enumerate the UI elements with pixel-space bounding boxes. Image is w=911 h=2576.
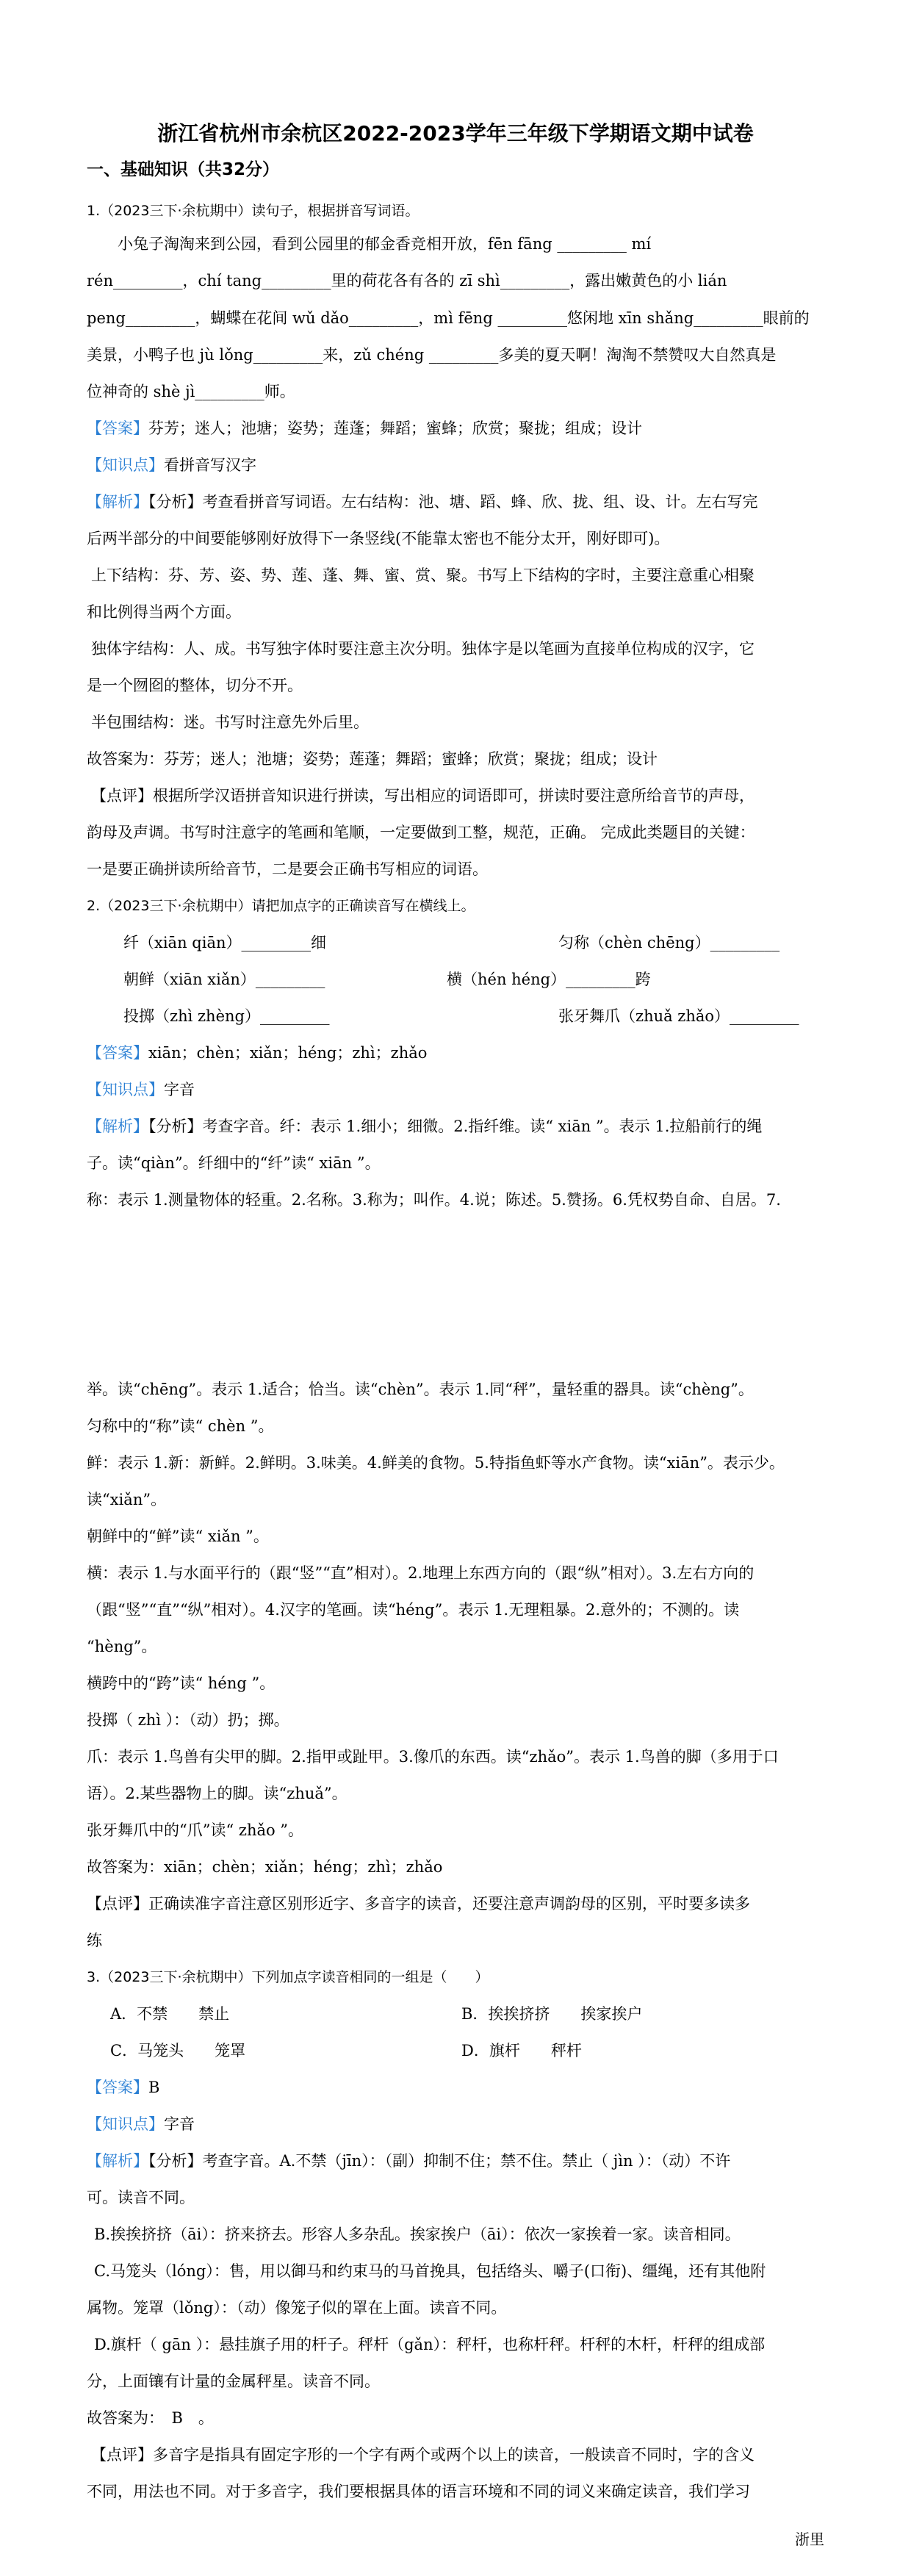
q1-passage-line: rén_________，chí tang_________里的荷花各有各的 zī shì_________，露出嫩黄色的小 lián	[87, 272, 727, 289]
q1-analysis-line: 和比例得当两个方面。	[87, 603, 241, 621]
analysis-tag: 【解析】	[87, 1118, 148, 1135]
q3-analysis-line: 可。读音不同。	[87, 2189, 195, 2206]
q2-analysis-line	[87, 1108, 823, 1145]
q1-stem: 1.（2023三下·余杭期中）读句子，根据拼音写词语。	[87, 203, 420, 219]
q3-option-d: D．旗杆 秤杆	[461, 2042, 582, 2059]
answer-text: B	[148, 2079, 160, 2096]
q2-analysis-line: 横：表示 1.与水面平行的（跟“竖”“直”相对）。2.地理上东西方向的（跟“纵”相对）。3.左右方向的	[87, 1564, 755, 1582]
q1-analysis-line: 半包围结构：迷。书写时注意先外后里。	[91, 713, 369, 731]
q1-analysis-line: 是一个囫囵的整体，切分不开。	[87, 677, 303, 694]
q3-stem: 3.（2023三下·余杭期中）下列加点字读音相同的一组是（ ）	[87, 1969, 489, 1985]
exam-title: 浙江省杭州市余杭区2022-2023学年三年级下学期语文期中试卷	[157, 121, 754, 145]
q2-final-answer: 故答案为：xiān；chèn；xiǎn；héng；zhì；zhǎo	[87, 1858, 443, 1876]
q3-knowledge-point	[87, 2106, 823, 2143]
q2-item: 匀称（chèn chēng）_________	[558, 934, 780, 951]
analysis-tag: 【解析】	[87, 493, 148, 511]
answer-text: 芬芳；迷人；池塘；姿势；莲蓬；舞蹈；蜜蜂；欣赏；聚拢；组成；设计	[148, 420, 642, 437]
q3-option-c: C．马笼头 笼罩	[110, 2042, 246, 2059]
analysis-text: 【分析】考查字音。纤：表示 1.细小；细微。2.指纤维。读“ xiān ”。表示 1.拉船前行的绳	[148, 1118, 763, 1135]
q1-comment-line: 一是要正确拼读所给音节，二是要会正确书写相应的词语。	[87, 860, 488, 878]
q2-analysis-line: 鲜：表示 1.新：新鲜。2.鲜明。3.味美。4.鲜美的食物。5.特指鱼虾等水产食物。读“xiān”。表示少。	[87, 1454, 785, 1472]
q2-analysis-line: 投掷（ zhì ）：（动）扔；掷。	[87, 1711, 289, 1729]
q2-analysis-line: 横跨中的“跨”读“ héng ”。	[87, 1674, 276, 1692]
q3-analysis-line: 分，上面镶有计量的金属秤星。读音不同。	[87, 2372, 380, 2390]
q2-item: 横（hén héng）_________跨	[447, 971, 651, 988]
q3-analysis-line: C.马笼头（lóng）：售，用以御马和约束马的马首挽具，包括络头、嚼子(口衔)、缰绳，还有其他附	[94, 2262, 766, 2280]
q1-final-answer: 故答案为：芬芳；迷人；池塘；姿势；莲蓬；舞蹈；蜜蜂；欣赏；聚拢；组成；设计	[87, 750, 658, 768]
q1-analysis-line: 后两半部分的中间要能够刚好放得下一条竖线(不能靠太密也不能分太开，刚好即可)。	[87, 530, 670, 547]
q2-item: 张牙舞爪（zhuǎ zhǎo）_________	[558, 1007, 799, 1025]
q2-analysis-line: “hèng”。	[87, 1638, 157, 1655]
q1-passage-line: 位神奇的 shè jì_________师。	[87, 383, 295, 400]
knowledge-text: 字音	[164, 2115, 195, 2133]
q2-analysis-line: 语）。2.某些器物上的脚。读“zhuǎ”。	[87, 1785, 348, 1802]
q2-analysis-line: 张牙舞爪中的“爪”读“ zhǎo ”。	[87, 1821, 304, 1839]
knowledge-text: 字音	[164, 1081, 195, 1098]
q3-option-b: B．挨挨挤挤 挨家挨户	[461, 2005, 643, 2023]
q2-item: 朝鲜（xiān xiǎn）_________	[123, 971, 325, 988]
q1-comment-line: 韵母及声调。书写时注意字的笔画和笔顺，一定要做到工整，规范，正确。 完成此类题目的关键：	[87, 824, 755, 841]
answer-tag: 【答案】	[87, 2079, 148, 2096]
q1-knowledge-point	[87, 447, 823, 483]
q2-comment-line: 练	[87, 1932, 102, 1949]
q2-item: 纤（xiān qiān）_________细	[123, 934, 326, 951]
analysis-text: 【分析】考查看拼音写词语。左右结构：池、塘、蹈、蜂、欣、拢、组、设、计。左右写完	[148, 493, 758, 511]
q1-passage-line: 美景，小鸭子也 jù lǒng_________来，zǔ chéng _________多美的夏天啊！淘淘不禁赞叹大自然真是	[87, 346, 777, 364]
q2-answer	[87, 1035, 823, 1071]
q1-analysis-line: 独体字结构：人、成。书写独字体时要注意主次分明。独体字是以笔画为直接单位构成的汉字，它	[91, 640, 755, 658]
q3-analysis-line: D.旗杆（ gān ）：悬挂旗子用的杆子。秤杆（gǎn）：秤杆，也称杆秤。杆秤的木杆，杆秤的组成部	[94, 2336, 766, 2353]
knowledge-text: 看拼音写汉字	[164, 456, 256, 474]
q1-passage-line: peng_________，蝴蝶在花间 wǔ dǎo_________，mì fēng _________悠闲地 xīn shǎng_________眼前的	[87, 309, 810, 327]
q3-final-answer: 故答案为： B 。	[87, 2409, 214, 2427]
q1-answer	[87, 410, 823, 447]
q2-analysis-line: （跟“竖”“直”“纵”相对）。4.汉字的笔画。读“héng”。表示 1.无理粗暴。2.意外的；不测的。读	[87, 1601, 740, 1619]
q1-comment-line: 【点评】根据所学汉语拼音知识进行拼读，写出相应的词语即可，拼读时要注意所给音节的声母，	[91, 787, 755, 805]
q3-analysis-line: 属物。笼罩（lǒng）：（动）像笼子似的罩在上面。读音不同。	[87, 2299, 507, 2317]
page-footer-mark: 浙里	[795, 2530, 824, 2548]
answer-text: xiān；chèn；xiǎn；héng；zhì；zhǎo	[148, 1044, 428, 1062]
q3-analysis-line	[87, 2143, 823, 2179]
q1-analysis-line: 上下结构：芬、芳、姿、势、莲、蓬、舞、蜜、赏、聚。书写上下结构的字时，主要注意重心相聚	[91, 566, 755, 584]
q3-option-a: A．不禁 禁止	[110, 2005, 230, 2023]
q2-item: 投掷（zhì zhèng）_________	[123, 1007, 330, 1025]
knowledge-tag: 【知识点】	[87, 456, 164, 474]
q3-comment-line: 不同，用法也不同。对于多音字，我们要根据具体的语言环境和不同的词义来确定读音，我们学习	[87, 2483, 750, 2500]
q2-analysis-line: 举。读“chēng”。表示 1.适合；恰当。读“chèn”。表示 1.同“秤”，量轻重的器具。读“chèng”。	[87, 1381, 754, 1398]
q2-analysis-line: 爪：表示 1.鸟兽有尖甲的脚。2.指甲或趾甲。3.像爪的东西。读“zhǎo”。表示 1.鸟兽的脚（多用于口	[87, 1748, 779, 1766]
q2-stem: 2.（2023三下·余杭期中）请把加点字的正确读音写在横线上。	[87, 898, 475, 914]
q2-analysis-line: 称：表示 1.测量物体的轻重。2.名称。3.称为；叫作。4.说；陈述。5.赞扬。6.凭权势自命、自居。7.	[87, 1191, 781, 1209]
q2-comment-line: 【点评】正确读准字音注意区别形近字、多音字的读音，还要注意声调韵母的区别，平时要多读多	[87, 1895, 750, 1913]
q2-analysis-line: 子。读“qiàn”。纤细中的“纤”读“ xiān ”。	[87, 1154, 381, 1172]
section-heading: 一、基础知识（共32分）	[87, 160, 280, 179]
q3-answer	[87, 2069, 823, 2106]
q2-analysis-line: 匀称中的“称”读“ chèn ”。	[87, 1417, 274, 1435]
q2-analysis-line: 朝鲜中的“鲜”读“ xiǎn ”。	[87, 1528, 269, 1545]
q2-knowledge-point	[87, 1071, 823, 1108]
analysis-tag: 【解析】	[87, 2152, 148, 2170]
q3-analysis-line: B.挨挨挤挤（āi）：挤来挤去。形容人多杂乱。挨家挨户（āi）：依次一家挨着一家。读音相同。	[94, 2226, 741, 2243]
q1-analysis-line	[87, 483, 823, 520]
analysis-text: 【分析】考查字音。A.不禁（jīn）：（副）抑制不住；禁不住。禁止（ jìn ）：（动）不许	[148, 2152, 731, 2170]
answer-tag: 【答案】	[87, 1044, 148, 1062]
knowledge-tag: 【知识点】	[87, 1081, 164, 1098]
q1-passage-line: 小兔子淘淘来到公园，看到公园里的郁金香竞相开放，fēn fāng _________ mí	[118, 235, 652, 253]
q2-analysis-line: 读“xiǎn”。	[87, 1491, 167, 1508]
answer-tag: 【答案】	[87, 420, 148, 437]
q3-comment-line: 【点评】多音字是指具有固定字形的一个字有两个或两个以上的读音，一般读音不同时，字的含义	[91, 2446, 755, 2464]
knowledge-tag: 【知识点】	[87, 2115, 164, 2133]
